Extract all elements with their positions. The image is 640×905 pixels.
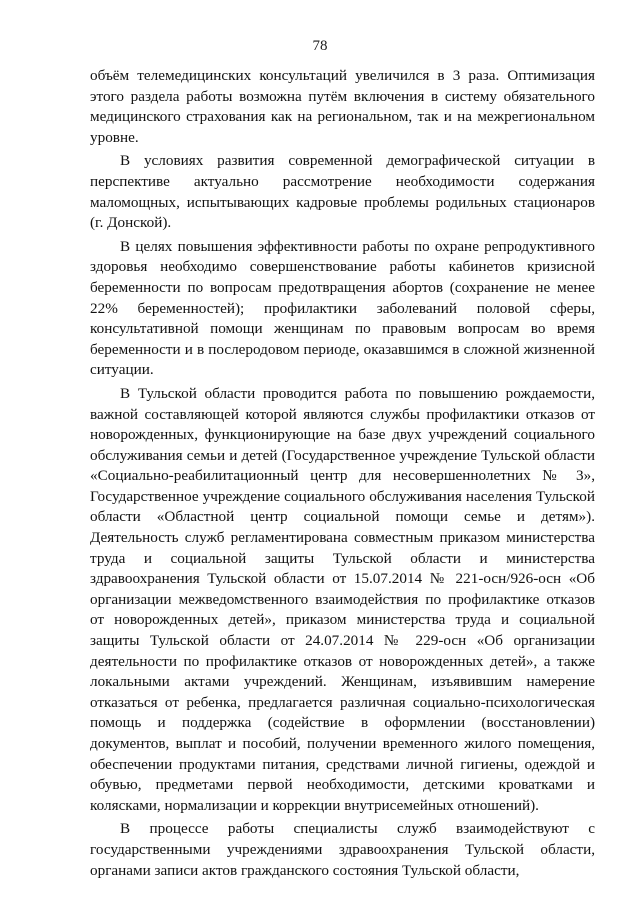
body-text: [90, 66, 595, 884]
paragraph: объём телемедицинских консультаций увеличился в 3 раза. Оптимизация этого раздела работы возможна путём включения в систему обязательного медицинского страхования как на региональном, так и на межрегиональном уровне.: [90, 67, 595, 146]
paragraph: В Тульской области проводится работа по повышению рождаемости, важной составляющей которой являются службы профилактики отказов от новорожденных, функционирующие на базе двух учреждений социального обслуживания семьи и детей (Государственное учреждение Тульской области «Социально-реабилитационный центр для несовершеннолетних № 3», Государственное учреждение социального обслуживания населения Тульской области «Областной центр социальной помощи семье и детям»). Деятельность служб регламентирована совместным приказом министерства труда и социальной защиты Тульской области и министерства здравоохранения Тульской области от 15.07.2014 № 221-осн/926-осн «Об организации межведомственного взаимодействия по профилактике отказов от новорожденных детей», приказом министерства труда и социальной защиты Тульской области от 24.07.2014 № 229-осн «Об организации деятельности по профилактике отказов от новорожденных детей», а также локальными актами учреждений. Женщинам, изъявившим намерение отказаться от ребенка, предлагается различная социально-психологическая помощь и поддержка (содействие в оформлении (восстановлении) документов, выплат и пособий, получении временного жилого помещения, обеспечении продуктами питания, средствами личной гигиены, одеждой и обувью, предметами первой необходимости, детскими кроватками и колясками, нормализации и коррекции внутрисемейных отношений).: [90, 384, 595, 814]
paragraph: В условиях развития современной демографической ситуации в перспективе актуально рассмотрение необходимости содержания маломощных, испытывающих кадровые проблемы родильных стационаров (г. Донской).: [90, 152, 595, 232]
page-number: 78: [312, 38, 328, 54]
paragraph: В целях повышения эффективности работы по охране репродуктивного здоровья необходимо совершенствование работы кабинетов кризисной беременности по вопросам предотвращения абортов (сохранение не менее 22% беременностей); профилактики заболеваний половой сферы, консультативной помощи женщинам по правовым вопросам во время беременности и в послеродовом периоде, оказавшимся в сложной жизненной ситуации.: [90, 237, 595, 379]
paragraph: В процессе работы специалисты служб взаимодействуют с государственными учреждениями здравоохранения Тульской области, органами записи актов гражданского состояния Тульской области,: [90, 820, 595, 879]
